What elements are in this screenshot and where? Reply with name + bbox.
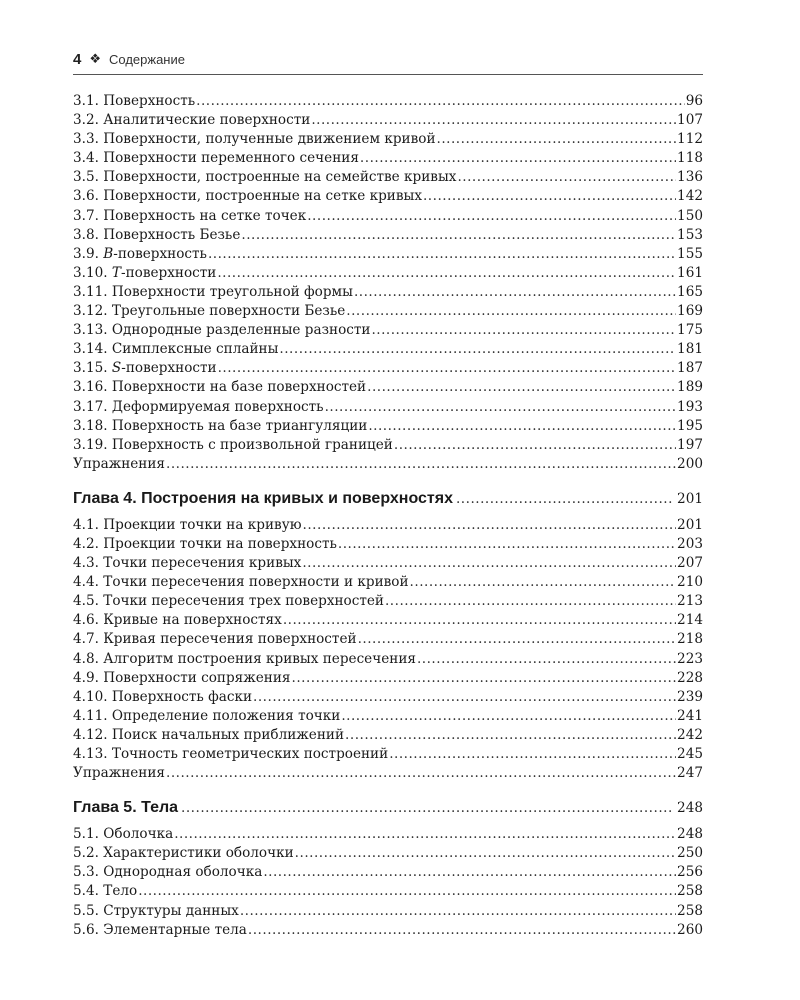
toc-section-entry[interactable] <box>73 844 703 863</box>
dot-leader <box>368 417 676 436</box>
toc-entry-title <box>73 264 216 283</box>
dot-leader <box>325 398 676 417</box>
dot-leader <box>217 264 676 283</box>
toc-entry-title: 3.12. Треугольные поверхности Безье <box>73 303 346 320</box>
toc-section-entry[interactable] <box>73 669 703 688</box>
toc-section-entry[interactable] <box>73 168 703 187</box>
dot-leader <box>279 340 676 359</box>
page-header <box>73 48 703 70</box>
toc-entry-title-text: -поверхности <box>121 360 217 377</box>
toc-section-entry[interactable] <box>73 455 703 474</box>
toc-entry-number: 3.15. <box>73 360 112 377</box>
toc-page-number: 165 <box>677 283 703 300</box>
toc-entry-title: 3.3. Поверхности, полученные движением кривой <box>73 131 436 148</box>
toc-entry-italic-letter: T <box>111 264 121 281</box>
toc-entry-title: 4.11. Определение положения точки <box>73 707 341 724</box>
toc-section-entry[interactable] <box>73 611 703 630</box>
toc-section-entry[interactable] <box>73 592 703 611</box>
toc-page-number: 218 <box>677 631 703 648</box>
dot-leader <box>240 902 676 921</box>
toc-entry-title: 3.14. Симплексные сплайны <box>73 341 279 358</box>
dot-leader <box>283 611 676 630</box>
dot-leader <box>174 825 676 844</box>
dot-leader <box>345 726 676 745</box>
toc-chapter-entry[interactable] <box>73 488 703 510</box>
toc-section-entry[interactable] <box>73 187 703 206</box>
toc-entry-title: 4.10. Поверхность фаски <box>73 688 253 705</box>
toc-entry-title: 3.17. Деформируемая поверхность <box>73 398 324 415</box>
toc-page-number: 200 <box>677 455 703 472</box>
toc-section-entry[interactable] <box>73 359 703 378</box>
toc-entry-title-text: -поверхности <box>121 264 217 281</box>
toc-page-number: 245 <box>677 746 703 762</box>
toc-section-entry[interactable] <box>73 921 703 940</box>
toc-entry-title: 4.7. Кривая пересечения поверхностей <box>73 631 357 648</box>
toc-page-number: 213 <box>677 593 703 610</box>
toc-page-number: 241 <box>677 707 703 724</box>
toc-entry-title: 3.5. Поверхности, построенные на семействе кривых <box>73 169 457 186</box>
toc-entry-title: 3.4. Поверхности переменного сечения <box>73 150 359 167</box>
toc-entry-title: 4.8. Алгоритм построения кривых пересечения <box>73 650 416 667</box>
dot-leader <box>417 650 676 669</box>
toc-page-number: 181 <box>677 341 703 358</box>
toc-section-entry[interactable] <box>73 535 703 554</box>
toc-page-number: 136 <box>677 169 703 186</box>
dot-leader <box>248 921 676 940</box>
dot-leader <box>456 488 674 510</box>
toc-page-number: 153 <box>677 226 703 243</box>
toc-page-number: 142 <box>677 188 703 205</box>
toc-page-number: 228 <box>677 669 703 686</box>
toc-page-number: 242 <box>677 726 703 743</box>
toc-section-entry[interactable] <box>73 882 703 901</box>
toc-page-number: 150 <box>677 207 703 224</box>
dot-leader <box>437 130 677 149</box>
dot-leader <box>302 554 676 573</box>
dot-leader <box>338 535 676 554</box>
toc-section-entry[interactable] <box>73 417 703 436</box>
dot-leader <box>303 516 677 535</box>
toc-page-number: 161 <box>677 264 703 281</box>
dot-leader <box>354 283 676 302</box>
dot-leader <box>292 669 677 688</box>
toc-section-entry[interactable] <box>73 650 703 669</box>
toc-section-entry[interactable] <box>73 302 703 321</box>
dot-leader <box>263 863 676 882</box>
toc-section-entry[interactable] <box>73 264 703 283</box>
dot-leader <box>208 245 676 264</box>
toc-page-number: 112 <box>677 131 703 148</box>
toc-entry-title: 4.4. Точки пересечения поверхности и кривой <box>73 574 409 591</box>
toc-entry-number: 3.9. <box>73 245 104 262</box>
toc-page-number: 203 <box>677 535 703 552</box>
toc-entry-title <box>73 245 207 264</box>
toc-entry-title: 3.6. Поверхности, построенные на сетке кривых <box>73 188 422 205</box>
toc-entry-title: 5.4. Тело <box>73 883 138 900</box>
toc-entry-title: Глава 4. Построения на кривых и поверхностях <box>73 489 453 507</box>
toc-section-entry[interactable] <box>73 92 703 111</box>
toc-entry-title: 5.1. Оболочка <box>73 826 174 843</box>
dot-leader <box>181 797 674 819</box>
toc-page-number: 155 <box>677 245 703 262</box>
toc-page-number: 201 <box>677 516 703 533</box>
dot-leader <box>385 592 676 611</box>
toc-entry-title: Упражнения <box>73 765 165 782</box>
toc-section-entry[interactable] <box>73 707 703 726</box>
dot-leader <box>346 302 676 321</box>
toc-entry-title: 4.2. Проекции точки на поверхность <box>73 535 337 552</box>
dot-leader <box>166 764 676 783</box>
dot-leader <box>410 573 677 592</box>
dot-leader <box>218 359 676 378</box>
toc-entry-title: 3.13. Однородные разделенные разности <box>73 322 371 339</box>
running-title: Содержание <box>109 51 185 67</box>
toc-section-entry[interactable] <box>73 111 703 130</box>
toc-page-number: 193 <box>677 398 703 415</box>
toc-section-entry[interactable] <box>73 340 703 359</box>
toc-section-entry[interactable] <box>73 378 703 397</box>
toc-page-number: 210 <box>677 574 703 591</box>
toc-section-entry[interactable] <box>73 745 703 764</box>
toc-section-entry[interactable] <box>73 398 703 417</box>
toc-page-number: 260 <box>677 921 703 938</box>
toc-page-number: 258 <box>677 902 703 919</box>
toc-entry-title: 5.3. Однородная оболочка <box>73 864 263 881</box>
toc-section-entry[interactable] <box>73 688 703 707</box>
dot-leader <box>358 630 676 649</box>
toc-section-entry[interactable] <box>73 764 703 783</box>
toc-entry-title: 3.19. Поверхность с произвольной границей <box>73 436 393 453</box>
dot-leader <box>138 882 676 901</box>
toc-page-number: 195 <box>677 417 703 434</box>
toc-page-number: 107 <box>677 112 703 129</box>
toc-page-number: 250 <box>677 845 703 862</box>
dot-leader <box>253 688 676 707</box>
toc-entry-title: 5.5. Структуры данных <box>73 902 239 919</box>
table-of-contents <box>73 92 703 940</box>
page-number: 4 <box>73 50 82 68</box>
dot-leader <box>307 207 676 226</box>
toc-entry-title: 4.5. Точки пересечения трех поверхностей <box>73 593 384 610</box>
toc-section-entry[interactable] <box>73 283 703 302</box>
toc-entry-title: 3.8. Поверхность Безье <box>73 226 241 243</box>
toc-page-number: 207 <box>677 555 703 572</box>
toc-page-number: 96 <box>685 93 703 109</box>
toc-section-entry[interactable] <box>73 863 703 882</box>
toc-entry-title: 4.9. Поверхности сопряжения <box>73 669 291 686</box>
toc-entry-title: 5.6. Элементарные тела <box>73 921 247 938</box>
toc-entry-title: 4.6. Кривые на поверхностях <box>73 612 282 629</box>
toc-section-entry[interactable] <box>73 516 703 535</box>
toc-entry-title: 4.13. Точность геометрических построений <box>73 746 389 762</box>
toc-page-number: 187 <box>677 360 703 377</box>
toc-entry-title: 4.12. Поиск начальных приближений <box>73 726 345 743</box>
toc-page-number: 214 <box>677 612 703 629</box>
toc-page-number: 201 <box>677 490 703 507</box>
dot-leader <box>241 226 676 245</box>
toc-entry-italic-letter: B <box>103 245 114 262</box>
toc-entry-italic-letter: S <box>111 360 122 377</box>
toc-section-entry[interactable] <box>73 130 703 149</box>
toc-page-number: 248 <box>677 826 703 843</box>
dot-leader <box>389 745 676 764</box>
dot-leader <box>166 455 676 474</box>
toc-page-number: 169 <box>677 303 703 320</box>
toc-entry-title: 3.18. Поверхность на базе триангуляции <box>73 417 368 434</box>
toc-section-entry[interactable] <box>73 226 703 245</box>
toc-section-entry[interactable] <box>73 726 703 745</box>
toc-page-number: 175 <box>677 322 703 339</box>
toc-entry-title: 5.2. Характеристики оболочки <box>73 845 294 862</box>
dot-leader <box>311 111 676 130</box>
dot-leader <box>394 436 676 455</box>
dot-leader <box>457 168 676 187</box>
dot-leader <box>371 321 676 340</box>
toc-section-entry[interactable] <box>73 321 703 340</box>
toc-section-entry[interactable] <box>73 554 703 573</box>
toc-section-entry[interactable] <box>73 207 703 226</box>
dot-leader <box>423 187 676 206</box>
toc-entry-number: 3.10. <box>73 264 112 281</box>
ornament-icon: ❖ <box>89 51 101 66</box>
toc-page-number: 258 <box>677 883 703 900</box>
toc-entry-title: 3.2. Аналитические поверхности <box>73 112 311 129</box>
toc-entry-title: Глава 5. Тела <box>73 799 179 817</box>
toc-section-entry[interactable] <box>73 902 703 921</box>
dot-leader <box>196 92 685 111</box>
toc-page-number: 239 <box>677 688 703 705</box>
toc-entry-title: 4.3. Точки пересечения кривых <box>73 555 302 572</box>
dot-leader <box>295 844 676 863</box>
toc-entry-title: 3.16. Поверхности на базе поверхностей <box>73 379 367 396</box>
toc-page-number: 223 <box>677 650 703 667</box>
toc-page-number: 118 <box>677 150 703 167</box>
toc-section-entry[interactable] <box>73 825 703 844</box>
toc-entry-title: 4.1. Проекции точки на кривую <box>73 516 302 533</box>
toc-section-entry[interactable] <box>73 573 703 592</box>
toc-page-number: 256 <box>677 864 703 881</box>
toc-page-number: 197 <box>677 436 703 453</box>
toc-page-number: 189 <box>677 379 703 396</box>
dot-leader <box>341 707 676 726</box>
toc-entry-title: 3.7. Поверхность на сетке точек <box>73 207 307 224</box>
toc-entry-title: Упражнения <box>73 455 165 472</box>
toc-page-number: 247 <box>677 765 703 782</box>
toc-page-number: 248 <box>677 800 703 817</box>
toc-section-entry[interactable] <box>73 630 703 649</box>
toc-entry-title-text: -поверхность <box>113 245 207 262</box>
toc-entry-title <box>73 359 217 378</box>
toc-chapter-entry[interactable] <box>73 797 703 819</box>
dot-leader <box>360 149 676 168</box>
toc-entry-title: 3.1. Поверхность <box>73 93 196 109</box>
toc-section-entry[interactable] <box>73 436 703 455</box>
toc-section-entry[interactable] <box>73 149 703 168</box>
toc-entry-title: 3.11. Поверхности треугольной формы <box>73 283 353 300</box>
dot-leader <box>367 378 676 397</box>
toc-section-entry[interactable] <box>73 245 703 264</box>
header-divider <box>73 74 703 75</box>
